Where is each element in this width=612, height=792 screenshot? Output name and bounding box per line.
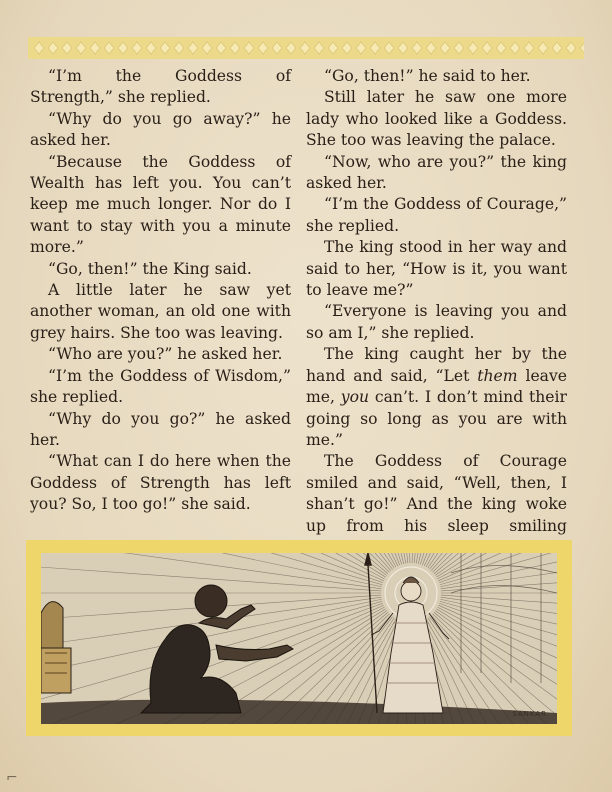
border-ornament: [118, 42, 128, 54]
light-ray: [41, 553, 385, 579]
border-ornament: [398, 42, 408, 54]
light-ray: [71, 553, 387, 575]
paragraph: “Because the Goddess of Wealth has left you. You can’t keep me much longer. Nor do I want to stay with you a minute more.”: [30, 152, 291, 257]
border-ornament: [454, 42, 464, 54]
border-ornament: [482, 42, 492, 54]
paragraph: “Go, then!” the King said.: [48, 259, 252, 278]
border-ornament: [468, 42, 478, 54]
italic-emphasis: you: [340, 388, 370, 407]
artist-signature: SANKAR: [512, 710, 547, 718]
light-ray: [152, 553, 392, 569]
border-ornament: [412, 42, 422, 54]
light-ray: [436, 609, 557, 724]
paragraph: “Go, then!” he said to her.: [324, 67, 531, 85]
palace-dome-icon: [41, 602, 71, 693]
light-ray: [55, 553, 386, 577]
border-ornament: [216, 42, 226, 54]
light-ray: [309, 553, 403, 564]
border-ornament: [384, 42, 394, 54]
light-ray: [441, 597, 557, 651]
illustration: [41, 553, 557, 724]
text-run: The king caught her by the hand and said, “Let: [306, 345, 567, 385]
border-ornament: [286, 42, 296, 54]
light-ray: [435, 611, 557, 724]
paragraph: “I’m the Goddess of Courage,” she replied.: [306, 195, 567, 235]
border-ornament: [510, 42, 520, 54]
paragraph: “Why do you go away?” he asked her.: [30, 109, 291, 150]
border-ornament: [552, 42, 562, 54]
light-ray: [418, 553, 512, 564]
border-ornament: [342, 42, 352, 54]
light-ray: [176, 553, 394, 568]
illustration-art: [41, 553, 557, 724]
right-text-column: [306, 66, 567, 558]
left-text-column: [30, 66, 291, 516]
border-ornament: [496, 42, 506, 54]
paragraph: “What can I do here when the Goddess of Strength has left you? So, I too go!” she said.: [30, 452, 291, 514]
border-ornament: [580, 42, 584, 54]
paragraph: Still later he saw one more lady who looked like a Goddess. She too was leaving the palace.: [306, 88, 567, 150]
king-figure-icon: [141, 585, 293, 713]
light-ray: [254, 553, 400, 565]
border-ornament: [300, 42, 310, 54]
border-ornament: [314, 42, 324, 54]
goddess-figure-icon: [371, 577, 449, 713]
light-ray: [422, 553, 557, 565]
page-corner-mark: ⌐: [6, 770, 18, 786]
border-ornament: [272, 42, 282, 54]
border-ornament: [62, 42, 72, 54]
border-ornament: [160, 42, 170, 54]
italic-emphasis: them: [477, 366, 518, 385]
border-ornament: [76, 42, 86, 54]
text-run: leave me,: [306, 366, 568, 407]
floor-shadow: [41, 700, 557, 724]
border-ornament: [440, 42, 450, 54]
border-ornament: [230, 42, 240, 54]
border-ornament: [328, 42, 338, 54]
paragraph: “Everyone is leaving you and so am I,” she replied.: [306, 302, 567, 342]
border-ornament: [524, 42, 534, 54]
light-ray: [41, 553, 384, 581]
border-ornament: [244, 42, 254, 54]
border-ornament: [566, 42, 576, 54]
border-ornament: [146, 42, 156, 54]
border-ornament: [356, 42, 366, 54]
border-ornament: [426, 42, 436, 54]
paragraph-with-emphasis: [306, 344, 567, 451]
border-ornament: [34, 42, 44, 54]
border-ornament: [48, 42, 58, 54]
light-ray: [109, 553, 390, 572]
paragraph: “I’m the Goddess of Strength,” she replied.: [30, 67, 291, 107]
decorative-border: [28, 37, 584, 59]
paragraph: The Goddess of Courage smiled and said, “Well, then, I shan’t go!” And the king woke up from his sleep smiling: [306, 452, 567, 535]
light-ray: [434, 553, 557, 574]
light-ray: [438, 605, 557, 724]
light-ray: [41, 553, 382, 585]
border-ornament: [90, 42, 100, 54]
paragraph: The king stood in her way and said to her, “How is it, you want to leave me?”: [306, 238, 567, 300]
border-ornament: [132, 42, 142, 54]
border-ornament: [104, 42, 114, 54]
paragraph: “Who are you?” he asked her.: [48, 345, 283, 364]
paragraph: “Why do you go?” he asked her.: [30, 409, 291, 449]
text-run: can’t. I don’t mind their going so long as you are with me.”: [306, 388, 567, 449]
light-ray: [426, 553, 557, 567]
paragraph: “Now, who are you?” the king asked her.: [306, 152, 567, 193]
border-ornament: [174, 42, 184, 54]
border-ornament: [538, 42, 548, 54]
paragraph: “I’m the Goddess of Wisdom,” she replied.: [30, 366, 291, 407]
border-ornament: [258, 42, 268, 54]
border-ornament: [188, 42, 198, 54]
paragraph: A little later he saw yet another woman, an old one with grey hairs. She too was leaving.: [30, 281, 291, 342]
border-ornament: [370, 42, 380, 54]
border-ornament: [202, 42, 212, 54]
light-ray: [440, 553, 557, 587]
